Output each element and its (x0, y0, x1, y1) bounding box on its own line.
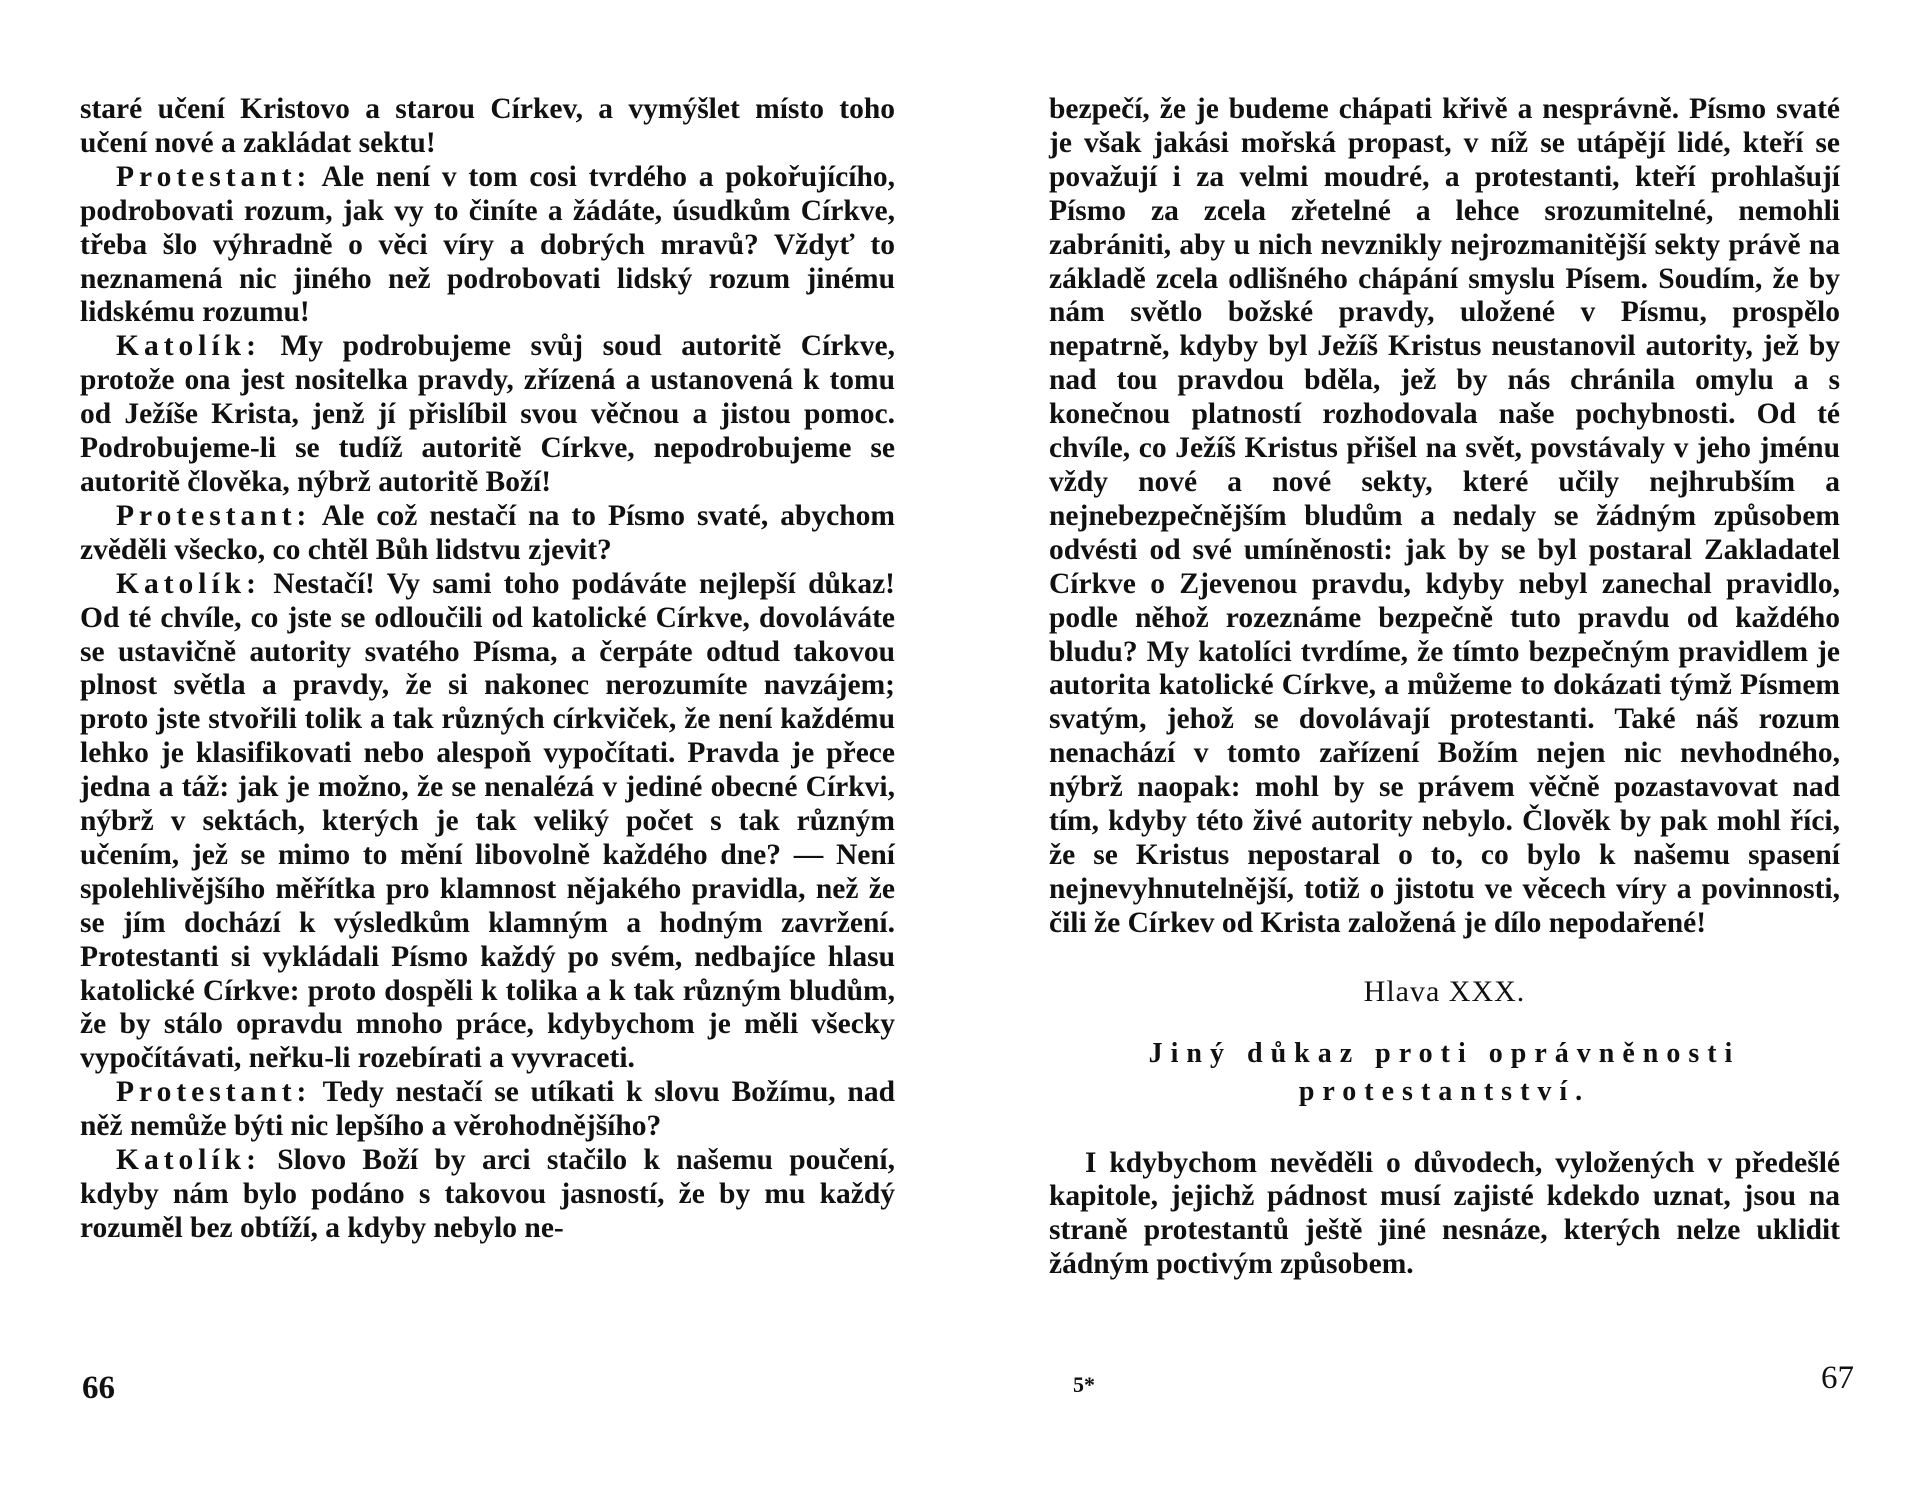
speaker-label: Katolík: (116, 1144, 261, 1177)
paragraph: I kdybychom nevěděli o důvodech, vyložených v předešlé kapitole, jejichž pádnost musí zajisté kdekdo uznat, jsou na straně protestantů ještě jiné nesnáze, kterých nelze uklidit žádným poctivým způsobem. (1049, 1146, 1840, 1281)
signature-mark: 5* (1073, 1372, 1095, 1397)
speaker-label: Katolík: (116, 330, 261, 363)
speaker-label: Katolík: (116, 567, 261, 600)
paragraph: staré učení Kristovo a starou Církev, a vymýšlet místo toho učení nové a zakládat sektu! (80, 93, 895, 159)
paragraph: Protestant: Tedy nestačí se utíkati k slovu Božímu, nad něž nemůže býti nic lepšího a věrohodnějšího? (80, 1076, 895, 1143)
paragraph: bezpečí, že je budeme chápati křivě a nesprávně. Písmo svaté je však jakási mořská propast, v níž se utápějí lidé, kteří se považují i za velmi moudré, a protestanti, kteří prohlašují Písmo za zcela zřetelné a lehce srozumitelné, nemohli zabrániti, aby u nich nevznikly nejrozmanitější sekty právě na základě zcela odlišného chápání smyslu Písem. Soudím, že by nám světlo božské pravdy, uložené v Písmu, prospělo nepatrně, kdyby byl Ježíš Kristus neustanovil autority, jež by nad tou pravdou bděla, jež by nás chránila omylu a s konečnou platností rozhodovala naše pochybnosti. Od té chvíle, co Ježíš Kristus přišel na svět, povstávaly v jeho jménu vždy nové a nové sekty, které učily nejhrubším a nejnebezpečnějším bludům a nedaly se žádným způsobem odvésti od své umíněnosti: jak by se byl postaral Zakladatel Církve o Zjevenou pravdu, kdyby nebyl zanechal pravidlo, podle něhož rozeznáme bezpečně tuto pravdu od každého bludu? My katolíci tvrdíme, že tímto bezpečným pravidlem je autorita katolické Církve, a můžeme to dokázati týmž Písmem svatým, jehož se dovolávají protestanti. Také náš rozum nenachází v tomto zařízení Božím nejen nic nevhodného, nýbrž naopak: mohl by se právem věčně pozastavovat nad tím, kdyby této živé autority nebylo. Člověk by pak mohl říci, že se Kristus nepostaral o to, co bylo k našemu spasení nejnevyhnutelnější, totiž o jistotu ve věcech víry a povinnosti, čili že Církev od Krista založená je dílo nepodařené! (1049, 93, 1840, 939)
page-number: 67 (1821, 1360, 1854, 1396)
speaker-label: Protestant: (116, 1076, 312, 1109)
paragraph: Katolík: Slovo Boží by arci stačilo k našemu poučení, kdyby nám bylo podáno s takovou jasností, že by mu každý rozuměl bez obtíží, a kdyby nebylo ne- (80, 1144, 895, 1244)
left-page-text (80, 93, 895, 1246)
speaker-label: Protestant: (116, 160, 312, 193)
right-page (961, 0, 1922, 1500)
chapter-heading: Hlava XXX. (1363, 974, 1526, 1008)
page-number: 66 (82, 1370, 115, 1406)
paragraph: Katolík: Nestačí! Vy sami toho podáváte nejlepší důkaz! Od té chvíle, co jste se odloučili od katolické Církve, dovoláváte se ustavičně autority svatého Písma, a čerpáte odtud takovou plnost světla a pravdy, že si nakonec nerozumíte navzájem; proto jste stvořili tolik a tak různých církviček, že není každému lehko je klasifikovati nebo alespoň vypočítati. Pravda je přece jedna a táž: jak je možno, že se nenalézá v jediné obecné Církvi, nýbrž v sektách, kterých je tak veliký počet s tak různým učením, jež se mimo to mění libovolně každého dne? — Není spolehlivějšího měřítka pro klamnost nějakého pravidla, než že se jím dochází k výsledkům klamným a hodným zavržení. Protestanti si vykládali Písmo každý po svém, nedbajíce hlasu katolické Církve: proto dospěli k tolika a k tak různým bludům, že by stálo opravdu mnoho práce, kdybychom je měli všecky vypočítávati, neřku-li rozebírati a vyvraceti. (80, 567, 895, 1075)
paragraph: Katolík: My podrobujeme svůj soud autoritě Církve, protože ona jest nositelka pravdy, zřízená a ustanovená k tomu od Ježíše Krista, jenž jí přislíbil svou věčnou a jistou pomoc. Podrobujeme-li se tudíž autoritě Církve, nepodrobujeme se autoritě člověka, nýbrž autoritě Boží! (80, 330, 895, 498)
right-page-text (1049, 93, 1840, 1282)
paragraph: Protestant: Ale což nestačí na to Písmo svaté, abychom zvěděli všecko, co chtěl Bůh lidstvu zjevit? (80, 499, 895, 566)
paragraph: Protestant: Ale není v tom cosi tvrdého a pokořujícího, podrobovati rozum, jak vy to činíte a žádáte, úsudkům Církve, třeba šlo výhradně o věci víry a dobrých mravů? Vždyť to neznamená nic jiného než podrobovati lidský rozum jinému lidskému rozumu! (80, 160, 895, 329)
chapter-subtitle: Jiný důkaz proti oprávněnosti protestantství. (1148, 1037, 1741, 1107)
speaker-label: Protestant: (116, 499, 312, 532)
